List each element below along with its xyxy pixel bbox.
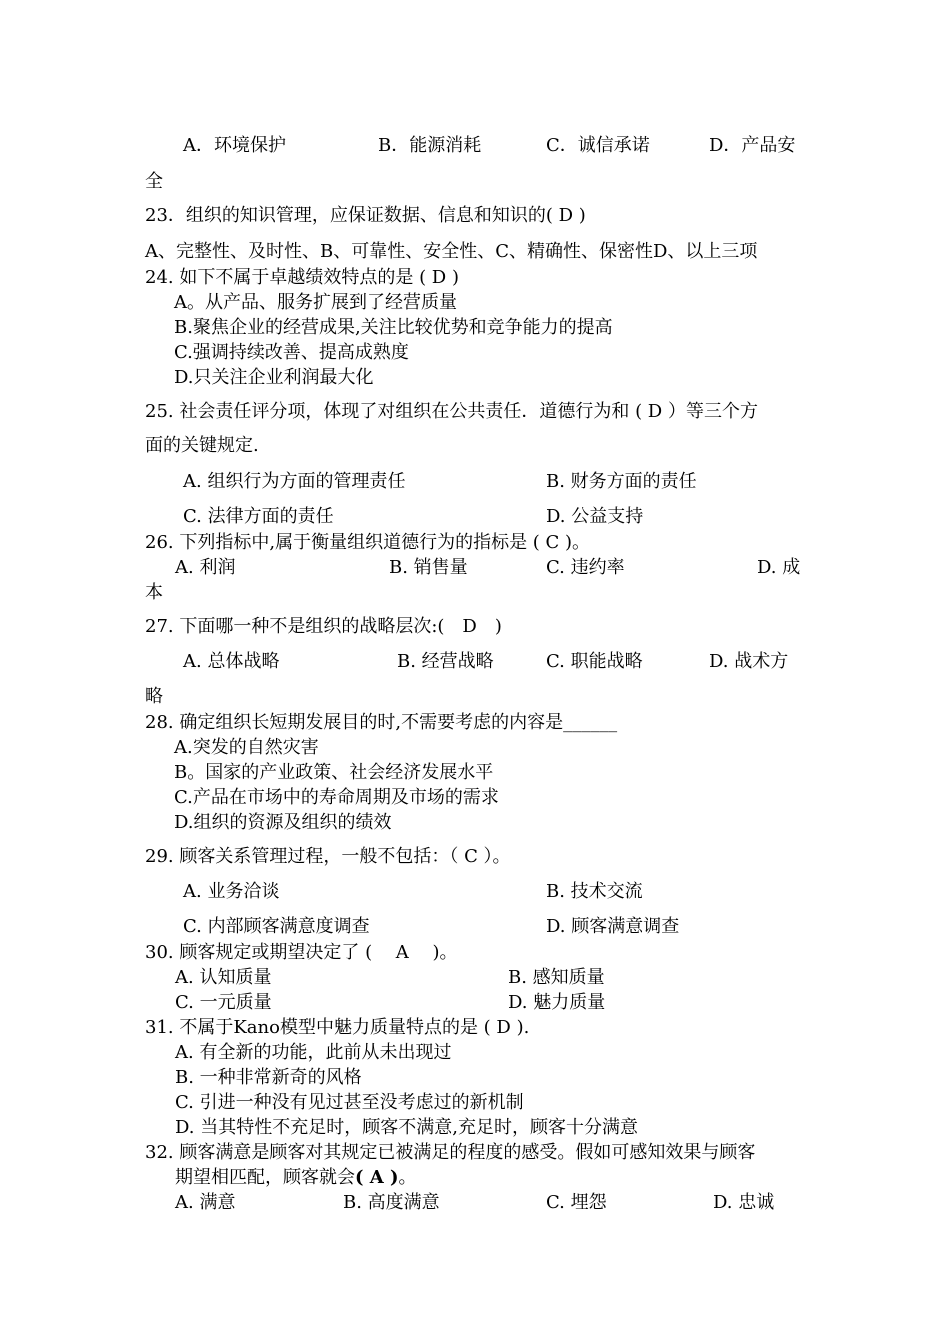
q26-option-d-wrap: 本 (145, 582, 163, 603)
q31-option-d: D. 当其特性不充足时，顾客不满意,充足时，顾客十分满意 (175, 1117, 638, 1138)
q31-stem: 31. 不属于Kano模型中魅力质量特点的是 ( D ). (145, 1017, 530, 1038)
q24-option-c: C.强调持续改善、提高成熟度 (174, 342, 409, 363)
q32-stem-line2-end: 。 (398, 1167, 417, 1188)
q29-option-c: C. 内部顾客满意度调查 (183, 916, 370, 937)
q24-option-d: D.只关注企业利润最大化 (174, 367, 374, 388)
q28-option-b: B。国家的产业政策、社会经济发展水平 (174, 762, 494, 783)
q27-option-d: D. 战术方 (709, 651, 789, 672)
q25-stem-line2: 面的关键规定. (145, 435, 259, 456)
q29-option-b: B. 技术交流 (546, 881, 643, 902)
q25-option-b: B. 财务方面的责任 (546, 471, 697, 492)
q24-option-a: A。从产品、服务扩展到了经营质量 (174, 292, 457, 313)
q27-option-c: C. 职能战略 (546, 651, 643, 672)
q23-stem: 23．组织的知识管理，应保证数据、信息和知识的( D ) (145, 205, 586, 226)
q22-option-b: B．能源消耗 (378, 135, 482, 156)
q32-answer: ( A ) (355, 1167, 399, 1188)
q24-option-b: B.聚焦企业的经营成果,关注比较优势和竞争能力的提高 (174, 317, 613, 338)
q29-option-a: A. 业务洽谈 (183, 881, 280, 902)
q22-option-d-wrap: 全 (145, 171, 163, 192)
q26-option-a: A. 利润 (175, 557, 236, 578)
q27-option-a: A. 总体战略 (183, 651, 280, 672)
q29-option-d: D. 顾客满意调查 (546, 916, 680, 937)
q30-option-c: C. 一元质量 (175, 992, 272, 1013)
q30-option-a: A. 认知质量 (175, 967, 272, 988)
q32-option-a: A. 满意 (175, 1192, 236, 1213)
q32-stem-line2-text: 期望相匹配，顾客就会 (175, 1167, 355, 1188)
q22-option-d: D．产品安 (709, 135, 796, 156)
q30-option-b: B. 感知质量 (508, 967, 605, 988)
q25-option-a: A. 组织行为方面的管理责任 (183, 471, 406, 492)
q32-stem-line1: 32. 顾客满意是顾客对其规定已被满足的程度的感受。假如可感知效果与顾客 (145, 1142, 756, 1163)
q30-option-d: D. 魅力质量 (508, 992, 606, 1013)
q32-stem-line2 (175, 1167, 417, 1189)
q32-option-b: B. 高度满意 (343, 1192, 440, 1213)
q31-option-a: A. 有全新的功能，此前从未出现过 (175, 1042, 452, 1063)
q29-stem: 29. 顾客关系管理过程，一般不包括：（ C ）。 (145, 846, 511, 867)
q26-stem: 26. 下列指标中,属于衡量组织道德行为的指标是 ( C )。 (145, 532, 591, 553)
q32-option-d: D. 忠诚 (713, 1192, 775, 1213)
q30-stem: 30. 顾客规定或期望决定了 ( A )。 (145, 942, 458, 963)
q23-options: A、完整性、及时性、B、可靠性、安全性、C、精确性、保密性D、以上三项 (145, 241, 758, 262)
q28-option-c: C.产品在市场中的寿命周期及市场的需求 (174, 787, 499, 808)
q25-option-d: D. 公益支持 (546, 506, 644, 527)
q27-stem: 27. 下面哪一种不是组织的战略层次:( D ) (145, 616, 502, 637)
q25-option-c: C. 法律方面的责任 (183, 506, 334, 527)
q25-stem-line1: 25. 社会责任评分项，体现了对组织在公共责任．道德行为和 ( D ）等三个方 (145, 401, 758, 422)
q28-option-d: D.组织的资源及组织的绩效 (174, 812, 392, 833)
q22-option-a: A．环境保护 (183, 135, 286, 156)
q31-option-b: B. 一种非常新奇的风格 (175, 1067, 362, 1088)
q26-option-b: B. 销售量 (389, 557, 468, 578)
q22-option-c: C．诚信承诺 (546, 135, 650, 156)
q26-option-d: D. 成 (757, 557, 801, 578)
q28-stem: 28. 确定组织长短期发展目的时,不需要考虑的内容是______ (145, 712, 618, 733)
q26-option-c: C. 违约率 (546, 557, 625, 578)
q27-option-b: B. 经营战略 (397, 651, 494, 672)
q28-option-a: A.突发的自然灾害 (174, 737, 319, 758)
q31-option-c: C. 引进一种没有见过甚至没考虑过的新机制 (175, 1092, 524, 1113)
q32-option-c: C. 埋怨 (546, 1192, 607, 1213)
q27-option-d-wrap: 略 (145, 686, 163, 707)
q24-stem: 24. 如下不属于卓越绩效特点的是 ( D ) (145, 267, 459, 288)
